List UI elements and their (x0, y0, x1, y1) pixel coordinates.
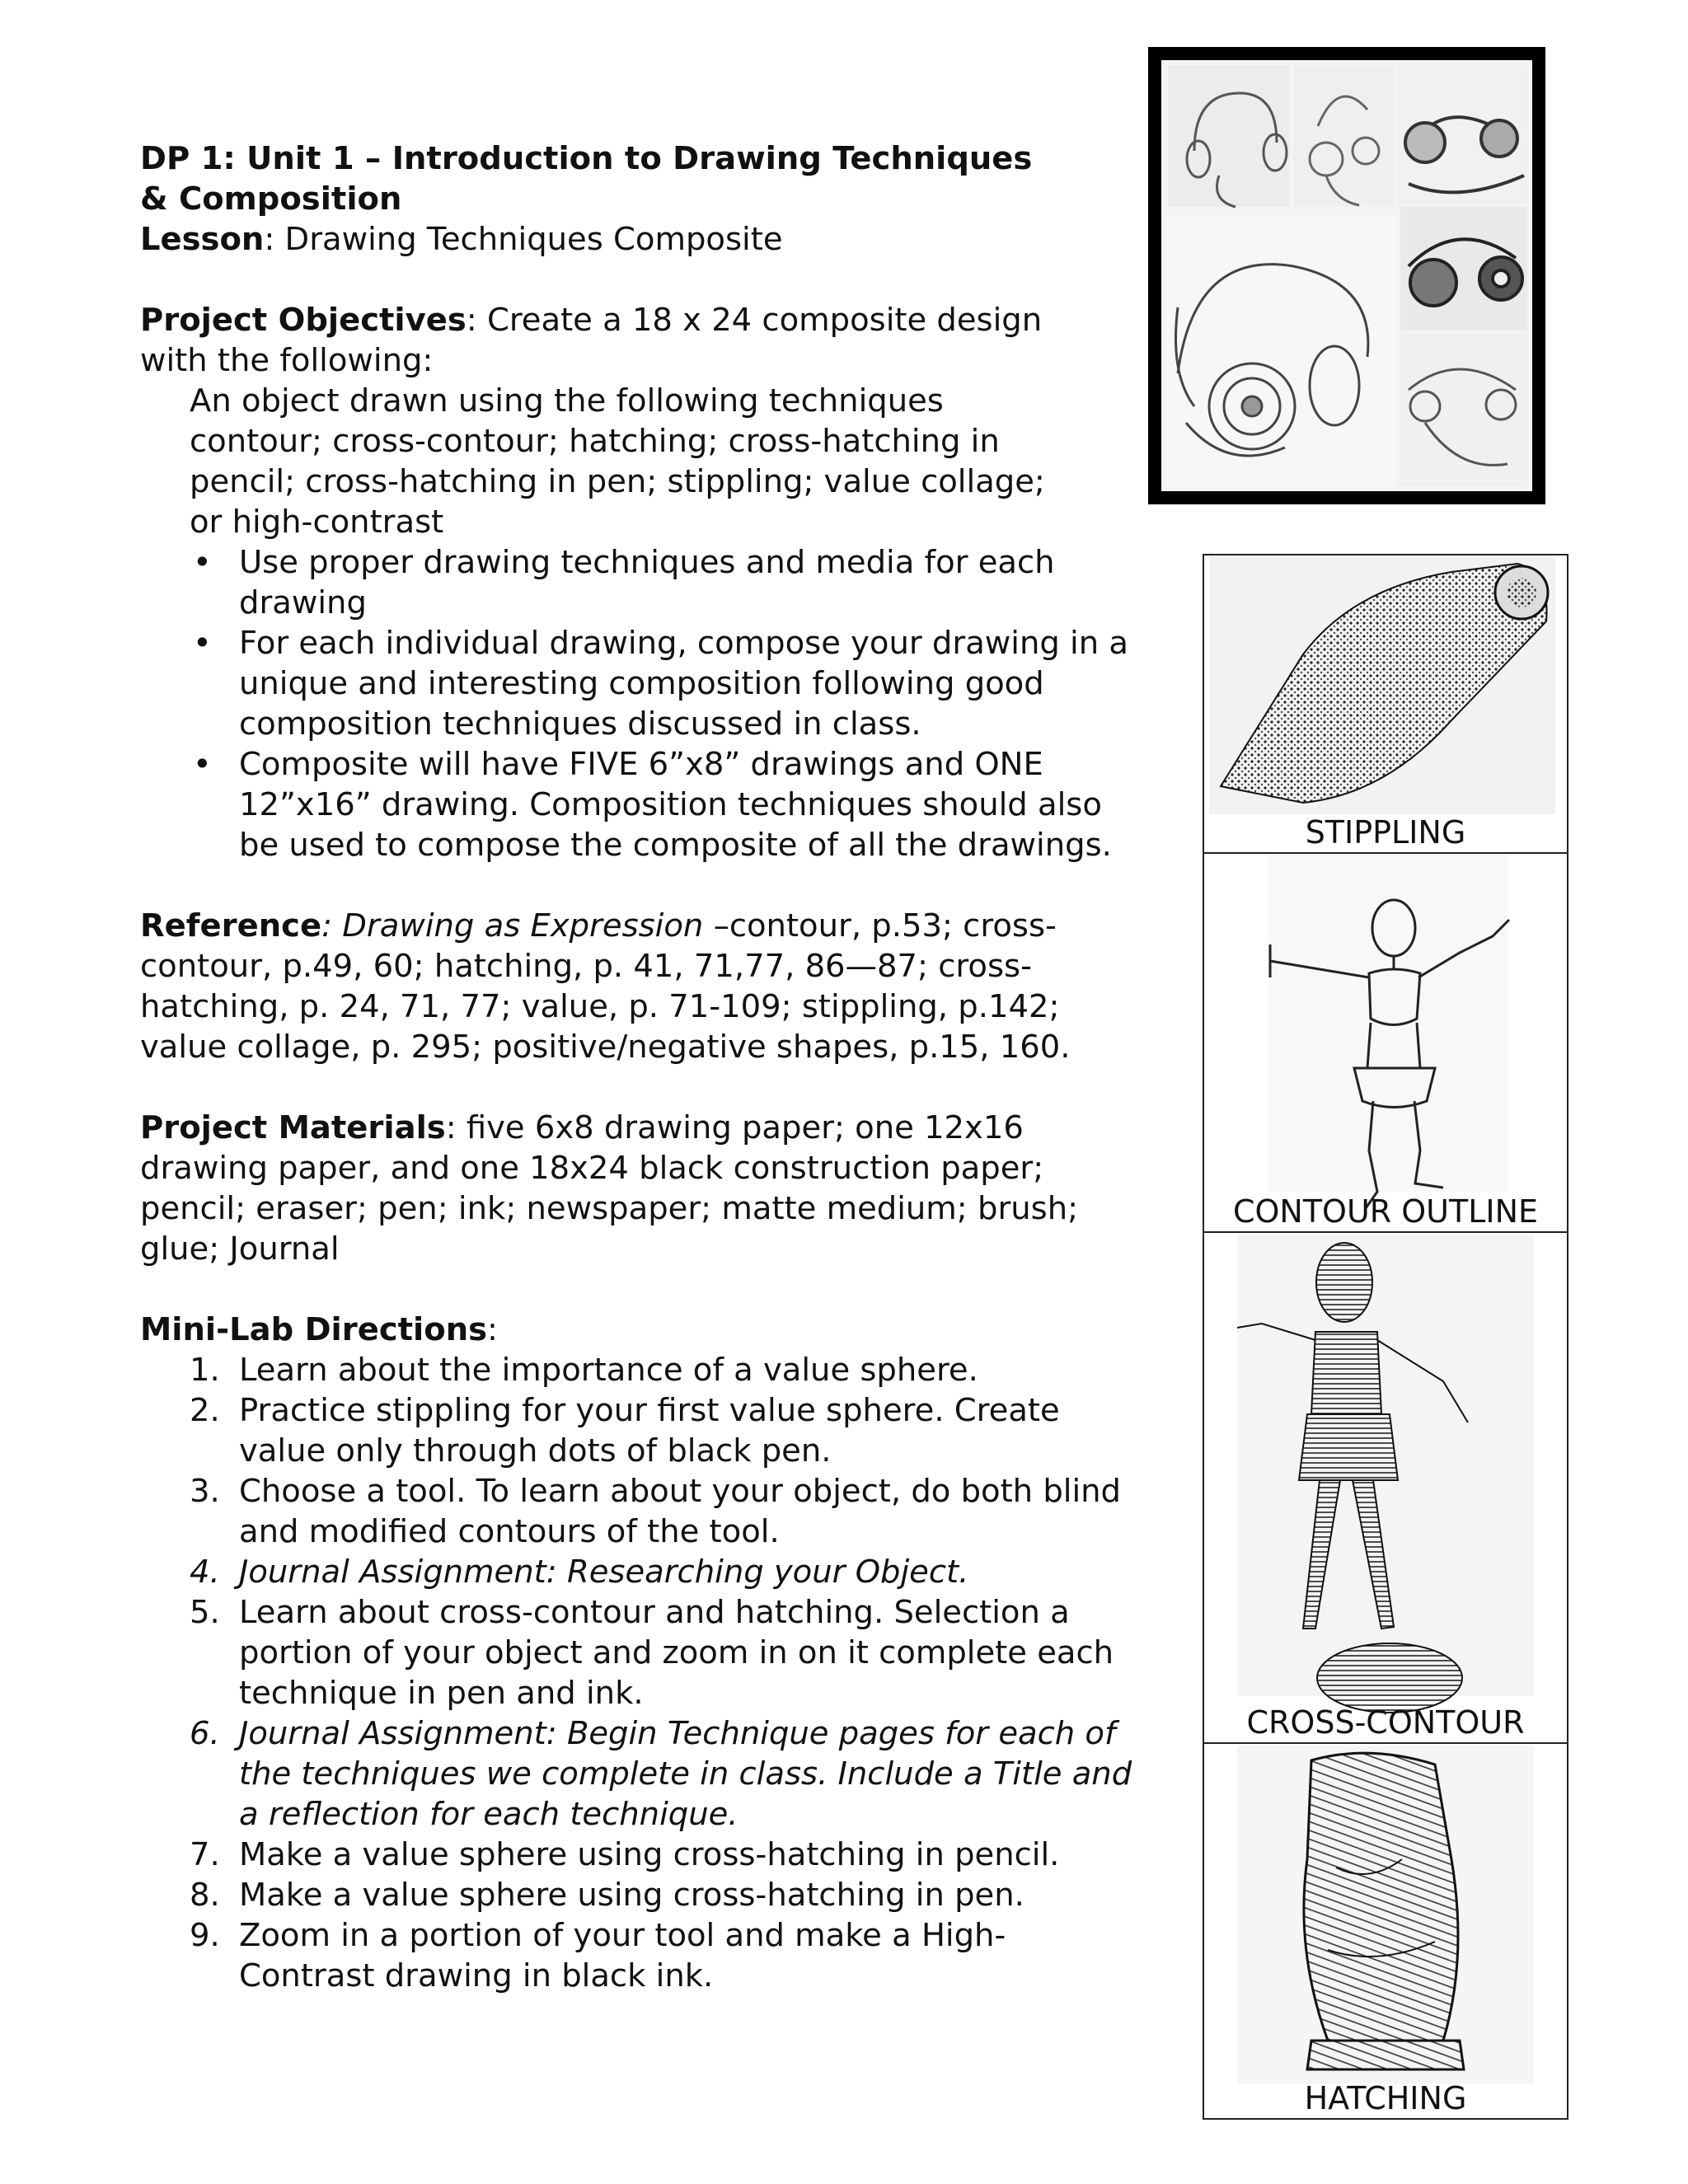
bullet-text: For each individual drawing, compose your drawing in a (239, 625, 1128, 662)
minilab-item (140, 1794, 1187, 1835)
object-line: contour; cross-contour; hatching; cross-hatching in (190, 423, 1000, 460)
minilab-item-text: Journal Assignment: Researching your Object. (239, 1554, 969, 1591)
minilab-item-text: Make a value sphere using cross-hatching in pencil. (239, 1836, 1060, 1873)
minilab-item-text: Choose a tool. To learn about your object, do both blind (239, 1473, 1121, 1510)
objectives-text: : Create a 18 x 24 composite design (466, 302, 1043, 339)
minilab-item (140, 1471, 1187, 1511)
object-line: pencil; cross-hatching in pen; stippling; value collage; (190, 463, 1045, 500)
minilab-item (140, 1673, 1187, 1713)
minilab-item (140, 1511, 1187, 1552)
headphones-composite-image (1148, 47, 1545, 504)
stippling-sketch (1204, 555, 1567, 852)
minilab-item-text: Zoom in a portion of your tool and make a High- (239, 1917, 1006, 1954)
materials-text: : five 6x8 drawing paper; one 12x16 (445, 1109, 1024, 1146)
minilab-list (140, 1350, 1187, 1996)
bullet-text: composition techniques discussed in class. (239, 705, 921, 743)
bullet-item: • Composite will have FIVE 6”x8” drawings and ONE (193, 746, 1043, 783)
minilab-item-text: the techniques we complete in class. Include a Title and (239, 1755, 1132, 1793)
lesson-line (140, 219, 1187, 260)
minilab-item-number: 7. (190, 1836, 220, 1873)
minilab-item (140, 1754, 1187, 1794)
hatching-sketch (1204, 1744, 1567, 2118)
minilab-item-text: Make a value sphere using cross-hatching in pen. (239, 1877, 1025, 1914)
minilab-item-number: 5. (190, 1594, 220, 1631)
bullet-text: be used to compose the composite of all the drawings. (239, 827, 1112, 864)
reference-line (140, 906, 1187, 946)
materials-text: pencil; eraser; pen; ink; newspaper; matte medium; brush; (140, 1190, 1079, 1227)
minilab-item-text: Learn about the importance of a value sphere. (239, 1352, 978, 1389)
reference-text: –contour, p.53; cross- (703, 907, 1057, 944)
materials-text: glue; Journal (140, 1230, 340, 1268)
reference-text: hatching, p. 24, 71, 77; value, p. 71-109; stippling, p.142; (140, 988, 1060, 1025)
minilab-item (140, 1431, 1187, 1471)
bullet-text: 12”x16” drawing. Composition techniques should also (239, 786, 1102, 823)
minilab-label: Mini-Lab Directions (140, 1311, 488, 1348)
lesson-label: Lesson (140, 221, 265, 258)
lesson-document (140, 138, 1187, 1996)
reference-text: value collage, p. 295; positive/negative shapes, p.15, 160. (140, 1029, 1071, 1066)
minilab-item-text: Journal Assignment: Begin Technique pages for each of (239, 1715, 1116, 1752)
minilab-item-number: 1. (190, 1352, 220, 1389)
hatching-figure (1203, 1742, 1568, 2120)
cross-contour-sketch (1204, 1233, 1567, 1742)
objectives-text-2: with the following: (140, 342, 434, 379)
stippling-figure (1203, 554, 1568, 854)
unit-title-line1: DP 1: Unit 1 – Introduction to Drawing Techniques (140, 140, 1033, 177)
bullet-text: Composite will have FIVE 6”x8” drawings and ONE (239, 746, 1043, 783)
bullet-text: unique and interesting composition following good (239, 665, 1044, 702)
minilab-item (140, 1592, 1187, 1633)
minilab-item-text: and modified contours of the tool. (239, 1513, 780, 1550)
stippling-caption: STIPPLING (1305, 814, 1466, 851)
cross-contour-caption: CROSS-CONTOUR (1246, 1704, 1525, 1741)
bullet-text: drawing (239, 584, 367, 621)
reference-book-title: Drawing as Expression (342, 907, 704, 944)
minilab-item (140, 1835, 1187, 1875)
headphones-sketch (1161, 60, 1532, 491)
contour-outline-sketch (1204, 854, 1567, 1231)
bullet-text: Use proper drawing techniques and media for each (239, 544, 1055, 581)
objectives-label: Project Objectives (140, 302, 467, 339)
object-line: An object drawn using the following techniques (190, 382, 944, 419)
minilab-item-text: Contrast drawing in black ink. (239, 1957, 714, 1994)
reference-label: Reference (140, 907, 322, 944)
hatching-caption: HATCHING (1304, 2080, 1467, 2116)
lesson-text: : Drawing Techniques Composite (264, 221, 783, 258)
reference-colon: : (321, 907, 343, 944)
minilab-item-number: 8. (190, 1877, 220, 1914)
minilab-item-number: 4. (190, 1554, 220, 1591)
minilab-item (140, 1956, 1187, 1996)
bullet-item: • Use proper drawing techniques and media for each (193, 544, 1055, 581)
minilab-heading (140, 1310, 1187, 1350)
object-line: or high-contrast (190, 504, 444, 541)
minilab-item-number: 9. (190, 1917, 220, 1954)
minilab-item-text: Learn about cross-contour and hatching. Selection a (239, 1594, 1070, 1631)
minilab-item (140, 1350, 1187, 1390)
minilab-item-text: technique in pen and ink. (239, 1675, 644, 1712)
contour-outline-figure (1203, 852, 1568, 1233)
bullet-item: • For each individual drawing, compose your drawing in a (193, 625, 1128, 662)
cross-contour-figure (1203, 1231, 1568, 1744)
minilab-item-text: value only through dots of black pen. (239, 1432, 832, 1469)
minilab-item-number: 3. (190, 1473, 220, 1510)
minilab-item-text: portion of your object and zoom in on it complete each (239, 1634, 1114, 1671)
materials-text: drawing paper, and one 18x24 black construction paper; (140, 1150, 1044, 1187)
materials-line (140, 1108, 1187, 1148)
minilab-item (140, 1390, 1187, 1431)
reference-text: contour, p.49, 60; hatching, p. 41, 71,77, 86—87; cross- (140, 948, 1032, 985)
minilab-item (140, 1875, 1187, 1915)
materials-label: Project Materials (140, 1109, 446, 1146)
unit-title-line2: & Composition (140, 180, 402, 218)
minilab-colon: : (487, 1311, 499, 1348)
minilab-item (140, 1915, 1187, 1956)
minilab-item (140, 1552, 1187, 1592)
minilab-item-text: Practice stippling for your first value sphere. Create (239, 1392, 1060, 1429)
minilab-item-number: 2. (190, 1392, 220, 1429)
minilab-item (140, 1633, 1187, 1673)
contour-outline-caption: CONTOUR OUTLINE (1232, 1193, 1539, 1230)
objectives-line (140, 300, 1187, 340)
minilab-item-text: a reflection for each technique. (239, 1796, 738, 1833)
minilab-item (140, 1713, 1187, 1754)
minilab-item-number: 6. (190, 1715, 220, 1752)
